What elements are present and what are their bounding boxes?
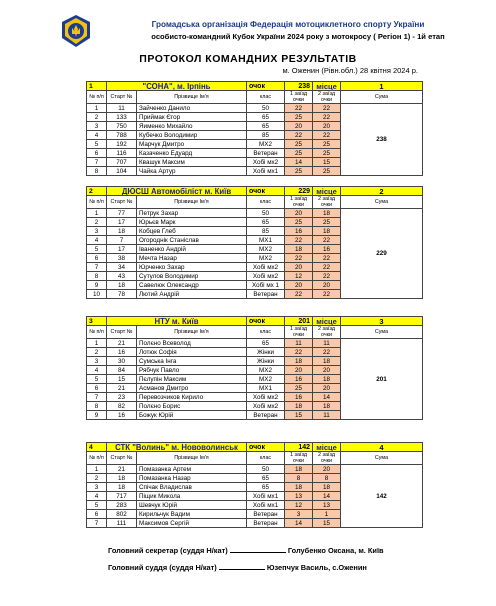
rider-class: Хобі мх2 [247, 158, 285, 167]
rider-number: 5 [87, 140, 107, 149]
start-number: 84 [107, 366, 137, 375]
rider-class: Жінки [247, 357, 285, 366]
rider-name: Лютий Андрій [137, 290, 247, 299]
rider-number: 3 [87, 122, 107, 131]
race1-points: 14 [285, 519, 313, 528]
race1-points: 20 [285, 263, 313, 272]
rider-class: Ветеран [247, 290, 285, 299]
team-number: 2 [87, 187, 107, 196]
race2-points: 11 [313, 339, 341, 348]
rider-number: 6 [87, 254, 107, 263]
rider-name: Кирильчук Вадим [137, 510, 247, 519]
race2-points: 13 [313, 501, 341, 510]
start-number: 78 [107, 290, 137, 299]
column-header: клас [247, 91, 285, 104]
rider-number: 3 [87, 357, 107, 366]
race2-points: 22 [313, 263, 341, 272]
race1-points: 16 [285, 375, 313, 384]
rider-name: Юрьєв Марк [137, 218, 247, 227]
team-table [86, 81, 423, 176]
rider-number: 3 [87, 227, 107, 236]
rider-number: 2 [87, 218, 107, 227]
column-header: Старт № [107, 91, 137, 104]
column-header: Прізвище Ім'я [137, 452, 247, 465]
team-sum: 142 [341, 465, 423, 528]
team-number: 1 [87, 82, 107, 91]
rider-name: Рябчук Павло [137, 366, 247, 375]
team-place: 3 [341, 317, 423, 326]
race1-points: 22 [285, 131, 313, 140]
team-name: "СОНА", м. Ірпінь [107, 82, 247, 91]
rider-name: Яименко Михайло [137, 122, 247, 131]
start-number: 788 [107, 131, 137, 140]
team-table [86, 316, 423, 420]
rider-class: 50 [247, 209, 285, 218]
race2-points: 18 [313, 375, 341, 384]
start-number: 717 [107, 492, 137, 501]
race1-points: 25 [285, 384, 313, 393]
cup-title: особисто-командний Кубок України 2024 року з мотокросу ( Регіон 1) - 1й етап [151, 32, 445, 41]
rider-class: Хобі мх1 [247, 501, 285, 510]
race2-points: 25 [313, 140, 341, 149]
rider-name: Піщик Микола [137, 492, 247, 501]
rider-number: 1 [87, 339, 107, 348]
column-header: № п/п [87, 452, 107, 465]
race1-points: 22 [285, 254, 313, 263]
race1-points: 20 [285, 122, 313, 131]
judge-signature [108, 563, 367, 572]
rider-name: Перевозчиков Кирило [137, 393, 247, 402]
rider-class: 65 [247, 113, 285, 122]
rider-name: Зайченко Данило [137, 104, 247, 113]
place-label: місце [313, 443, 341, 452]
race2-points: 20 [313, 384, 341, 393]
race2-points: 14 [313, 393, 341, 402]
start-number: 21 [107, 465, 137, 474]
rider-name: Казаченко Едуард [137, 149, 247, 158]
rider-name: Петрук Захар [137, 209, 247, 218]
race2-points: 20 [313, 366, 341, 375]
race1-points: 13 [285, 492, 313, 501]
rider-class: 50 [247, 104, 285, 113]
column-header: клас [247, 452, 285, 465]
race1-points: 14 [285, 158, 313, 167]
column-header: Прізвище Ім'я [137, 196, 247, 209]
start-number: 283 [107, 501, 137, 510]
start-number: 15 [107, 375, 137, 384]
rider-class: МХ1 [247, 236, 285, 245]
race1-points: 25 [285, 140, 313, 149]
rider-name: Огороднік Станіслав [137, 236, 247, 245]
rider-class: Ветеран [247, 411, 285, 420]
rider-class: 50 [247, 465, 285, 474]
place-label: місце [313, 317, 341, 326]
points-label: очок [247, 187, 285, 196]
secretary-label: Головний секретар (суддя Н/кат) [108, 546, 228, 555]
rider-number: 6 [87, 510, 107, 519]
start-number: 21 [107, 384, 137, 393]
team-sum: 229 [341, 209, 423, 299]
race1-points: 22 [285, 104, 313, 113]
race2-points: 18 [313, 227, 341, 236]
start-number: 750 [107, 122, 137, 131]
points-label: очок [247, 82, 285, 91]
rider-number: 5 [87, 501, 107, 510]
rider-class: Ветеран [247, 519, 285, 528]
race1-points: 20 [285, 366, 313, 375]
rider-number: 6 [87, 384, 107, 393]
points-label: очок [247, 317, 285, 326]
team-sum: 201 [341, 339, 423, 420]
team-place: 1 [341, 82, 423, 91]
rider-name: Лотюк Софія [137, 348, 247, 357]
race2-points: 25 [313, 167, 341, 176]
race1-points: 3 [285, 510, 313, 519]
race1-points: 15 [285, 411, 313, 420]
column-header: 1 заїзд очки [285, 326, 313, 339]
race1-points: 11 [285, 339, 313, 348]
rider-class: 65 [247, 483, 285, 492]
race1-points: 18 [285, 357, 313, 366]
race2-points: 11 [313, 411, 341, 420]
team-table [86, 186, 423, 299]
points-label: очок [247, 443, 285, 452]
race1-points: 25 [285, 218, 313, 227]
rider-name: Асманов Дмитро [137, 384, 247, 393]
start-number: 17 [107, 245, 137, 254]
race1-points: 20 [285, 281, 313, 290]
team-header-row [87, 187, 423, 196]
rider-number: 1 [87, 465, 107, 474]
race2-points: 22 [313, 348, 341, 357]
start-number: 18 [107, 474, 137, 483]
race1-points: 16 [285, 227, 313, 236]
table-row [87, 339, 423, 348]
rider-class: 65 [247, 339, 285, 348]
protocol-title: ПРОТОКОЛ КОМАНДНИХ РЕЗУЛЬТАТІВ [139, 53, 357, 65]
race2-points: 14 [313, 492, 341, 501]
race2-points: 18 [313, 402, 341, 411]
organization-title: Громадська організація Федерація мотоциклетного спорту України [151, 20, 425, 29]
rider-class: МХ2 [247, 254, 285, 263]
rider-class: Хобі мх1 [247, 492, 285, 501]
race2-points: 22 [313, 113, 341, 122]
start-number: 802 [107, 510, 137, 519]
start-number: 38 [107, 254, 137, 263]
rider-name: Сутулов Володимир [137, 272, 247, 281]
start-number: 82 [107, 402, 137, 411]
race1-points: 16 [285, 393, 313, 402]
start-number: 18 [107, 483, 137, 492]
secretary-signature [108, 546, 384, 555]
column-header: № п/п [87, 326, 107, 339]
start-number: 116 [107, 149, 137, 158]
rider-name: Іваненко Андрій [137, 245, 247, 254]
race1-points: 18 [285, 402, 313, 411]
column-header: 1 заїзд очки [285, 196, 313, 209]
rider-name: Кобцев Глеб [137, 227, 247, 236]
column-header: Старт № [107, 326, 137, 339]
race1-points: 25 [285, 113, 313, 122]
rider-class: МХ2 [247, 245, 285, 254]
column-header: Старт № [107, 196, 137, 209]
race2-points: 25 [313, 218, 341, 227]
rider-class: Хобі мх2 [247, 393, 285, 402]
race2-points: 20 [313, 281, 341, 290]
table-row [87, 209, 423, 218]
rider-class: Хобі мх2 [247, 263, 285, 272]
team-points: 238 [285, 82, 313, 91]
race2-points: 22 [313, 272, 341, 281]
team-sum: 238 [341, 104, 423, 176]
column-header: Прізвище Ім'я [137, 326, 247, 339]
race1-points: 12 [285, 272, 313, 281]
rider-name: Марчук Дмитро [137, 140, 247, 149]
rider-class: Ветеран [247, 510, 285, 519]
rider-number: 10 [87, 290, 107, 299]
team-name: ДЮСШ Автомобіліст м. Київ [107, 187, 247, 196]
rider-number: 1 [87, 104, 107, 113]
rider-number: 1 [87, 209, 107, 218]
column-header: 2 заїзд очки [313, 452, 341, 465]
race2-points: 8 [313, 474, 341, 483]
rider-class: 65 [247, 122, 285, 131]
rider-number: 4 [87, 366, 107, 375]
rider-name: Максимов Сергій [137, 519, 247, 528]
start-number: 34 [107, 263, 137, 272]
rider-number: 5 [87, 245, 107, 254]
team-points: 201 [285, 317, 313, 326]
start-number: 21 [107, 339, 137, 348]
rider-number: 6 [87, 149, 107, 158]
start-number: 111 [107, 519, 137, 528]
race1-points: 12 [285, 501, 313, 510]
team-points: 229 [285, 187, 313, 196]
column-header: № п/п [87, 196, 107, 209]
secretary-name: Голубенко Оксана, м. Київ [287, 546, 384, 555]
column-header: Сума [341, 452, 423, 465]
rider-class: МХ1 [247, 384, 285, 393]
race2-points: 18 [313, 357, 341, 366]
start-number: 7 [107, 236, 137, 245]
column-header-row [87, 326, 423, 339]
table-row [87, 104, 423, 113]
team-header-row [87, 317, 423, 326]
rider-number: 5 [87, 375, 107, 384]
start-number: 77 [107, 209, 137, 218]
rider-name: Шевчук Юрій [137, 501, 247, 510]
rider-number: 2 [87, 474, 107, 483]
column-header-row [87, 91, 423, 104]
column-header: 1 заїзд очки [285, 452, 313, 465]
rider-name: Кубечко Володимир [137, 131, 247, 140]
rider-name: Приймак Єгор [137, 113, 247, 122]
judge-label: Головний суддя (суддя Н/кат) [108, 563, 217, 572]
race1-points: 18 [285, 483, 313, 492]
start-number: 16 [107, 411, 137, 420]
rider-class: Хобі мх2 [247, 402, 285, 411]
rider-name: Божук Юрій [137, 411, 247, 420]
column-header: Сума [341, 91, 423, 104]
team-name: СТК "Волинь" м. Нововолинськ [107, 443, 247, 452]
rider-class: МХ2 [247, 375, 285, 384]
rider-number: 7 [87, 158, 107, 167]
race2-points: 22 [313, 290, 341, 299]
rider-class: 65 [247, 218, 285, 227]
race1-points: 22 [285, 348, 313, 357]
column-header: 2 заїзд очки [313, 326, 341, 339]
start-number: 104 [107, 167, 137, 176]
rider-class: Ветеран [247, 149, 285, 158]
judge-name: Юзепчук Василь, с.Оженин [266, 563, 367, 572]
start-number: 18 [107, 281, 137, 290]
start-number: 192 [107, 140, 137, 149]
rider-class: Хобі мх2 [247, 272, 285, 281]
rider-number: 2 [87, 113, 107, 122]
rider-number: 3 [87, 483, 107, 492]
race2-points: 1 [313, 510, 341, 519]
race2-points: 15 [313, 519, 341, 528]
race1-points: 22 [285, 236, 313, 245]
team-number: 4 [87, 443, 107, 452]
rider-class: 85 [247, 131, 285, 140]
race2-points: 22 [313, 104, 341, 113]
rider-number: 8 [87, 272, 107, 281]
column-header: № п/п [87, 91, 107, 104]
rider-name: Помазанка Назар [137, 474, 247, 483]
race2-points: 25 [313, 149, 341, 158]
column-header-row [87, 452, 423, 465]
race2-points: 18 [313, 209, 341, 218]
rider-number: 9 [87, 411, 107, 420]
start-number: 11 [107, 104, 137, 113]
rider-number: 8 [87, 402, 107, 411]
start-number: 23 [107, 393, 137, 402]
race2-points: 20 [313, 465, 341, 474]
rider-number: 9 [87, 281, 107, 290]
column-header: Старт № [107, 452, 137, 465]
start-number: 133 [107, 113, 137, 122]
team-place: 2 [341, 187, 423, 196]
team-header-row [87, 443, 423, 452]
race1-points: 20 [285, 209, 313, 218]
rider-name: Пєлупін Максим [137, 375, 247, 384]
column-header: клас [247, 196, 285, 209]
rider-name: Юрченко Захар [137, 263, 247, 272]
start-number: 30 [107, 357, 137, 366]
start-number: 707 [107, 158, 137, 167]
rider-number: 4 [87, 492, 107, 501]
rider-name: Сумська Інга [137, 357, 247, 366]
column-header-row [87, 196, 423, 209]
race1-points: 22 [285, 290, 313, 299]
rider-number: 7 [87, 519, 107, 528]
place-date: м. Оженин (Рівн.обл.) 28 квітня 2024 р. [282, 66, 418, 75]
rider-name: Квашук Максим [137, 158, 247, 167]
rider-number: 7 [87, 263, 107, 272]
rider-class: Жінки [247, 348, 285, 357]
race2-points: 18 [313, 483, 341, 492]
rider-class: 65 [247, 474, 285, 483]
race1-points: 25 [285, 149, 313, 158]
column-header: 2 заїзд очки [313, 91, 341, 104]
start-number: 16 [107, 348, 137, 357]
signature-line [219, 569, 265, 570]
rider-class: МХ2 [247, 366, 285, 375]
rider-name: Мечта Назар [137, 254, 247, 263]
race2-points: 22 [313, 236, 341, 245]
team-points: 142 [285, 443, 313, 452]
column-header: Сума [341, 326, 423, 339]
column-header: 1 заїзд очки [285, 91, 313, 104]
start-number: 43 [107, 272, 137, 281]
race2-points: 22 [313, 131, 341, 140]
rider-number: 8 [87, 167, 107, 176]
race1-points: 18 [285, 245, 313, 254]
table-row [87, 465, 423, 474]
race2-points: 20 [313, 122, 341, 131]
rider-class: 85 [247, 227, 285, 236]
race1-points: 18 [285, 465, 313, 474]
rider-name: Савелюк Олександр [137, 281, 247, 290]
rider-number: 2 [87, 348, 107, 357]
column-header: клас [247, 326, 285, 339]
rider-name: Чайка Артур [137, 167, 247, 176]
column-header: Сума [341, 196, 423, 209]
rider-class: Хобі мх 1 [247, 281, 285, 290]
race1-points: 25 [285, 167, 313, 176]
rider-class: Хобі мх1 [247, 167, 285, 176]
team-table [86, 442, 423, 528]
race2-points: 15 [313, 158, 341, 167]
team-header-row [87, 82, 423, 91]
column-header: Прізвище Ім'я [137, 91, 247, 104]
rider-number: 4 [87, 236, 107, 245]
rider-name: Помазанка Артем [137, 465, 247, 474]
start-number: 17 [107, 218, 137, 227]
rider-number: 7 [87, 393, 107, 402]
rider-name: Полєно Борис [137, 402, 247, 411]
race2-points: 16 [313, 245, 341, 254]
column-header: 2 заїзд очки [313, 196, 341, 209]
rider-name: Спічак Владислав [137, 483, 247, 492]
signature-line [230, 552, 286, 553]
team-place: 4 [341, 443, 423, 452]
rider-class: МХ2 [247, 140, 285, 149]
place-label: місце [313, 82, 341, 91]
team-number: 3 [87, 317, 107, 326]
place-label: місце [313, 187, 341, 196]
rider-name: Полєно Всеволод [137, 339, 247, 348]
team-name: НТУ м. Київ [107, 317, 247, 326]
start-number: 18 [107, 227, 137, 236]
race2-points: 22 [313, 254, 341, 263]
rider-number: 4 [87, 131, 107, 140]
race1-points: 8 [285, 474, 313, 483]
